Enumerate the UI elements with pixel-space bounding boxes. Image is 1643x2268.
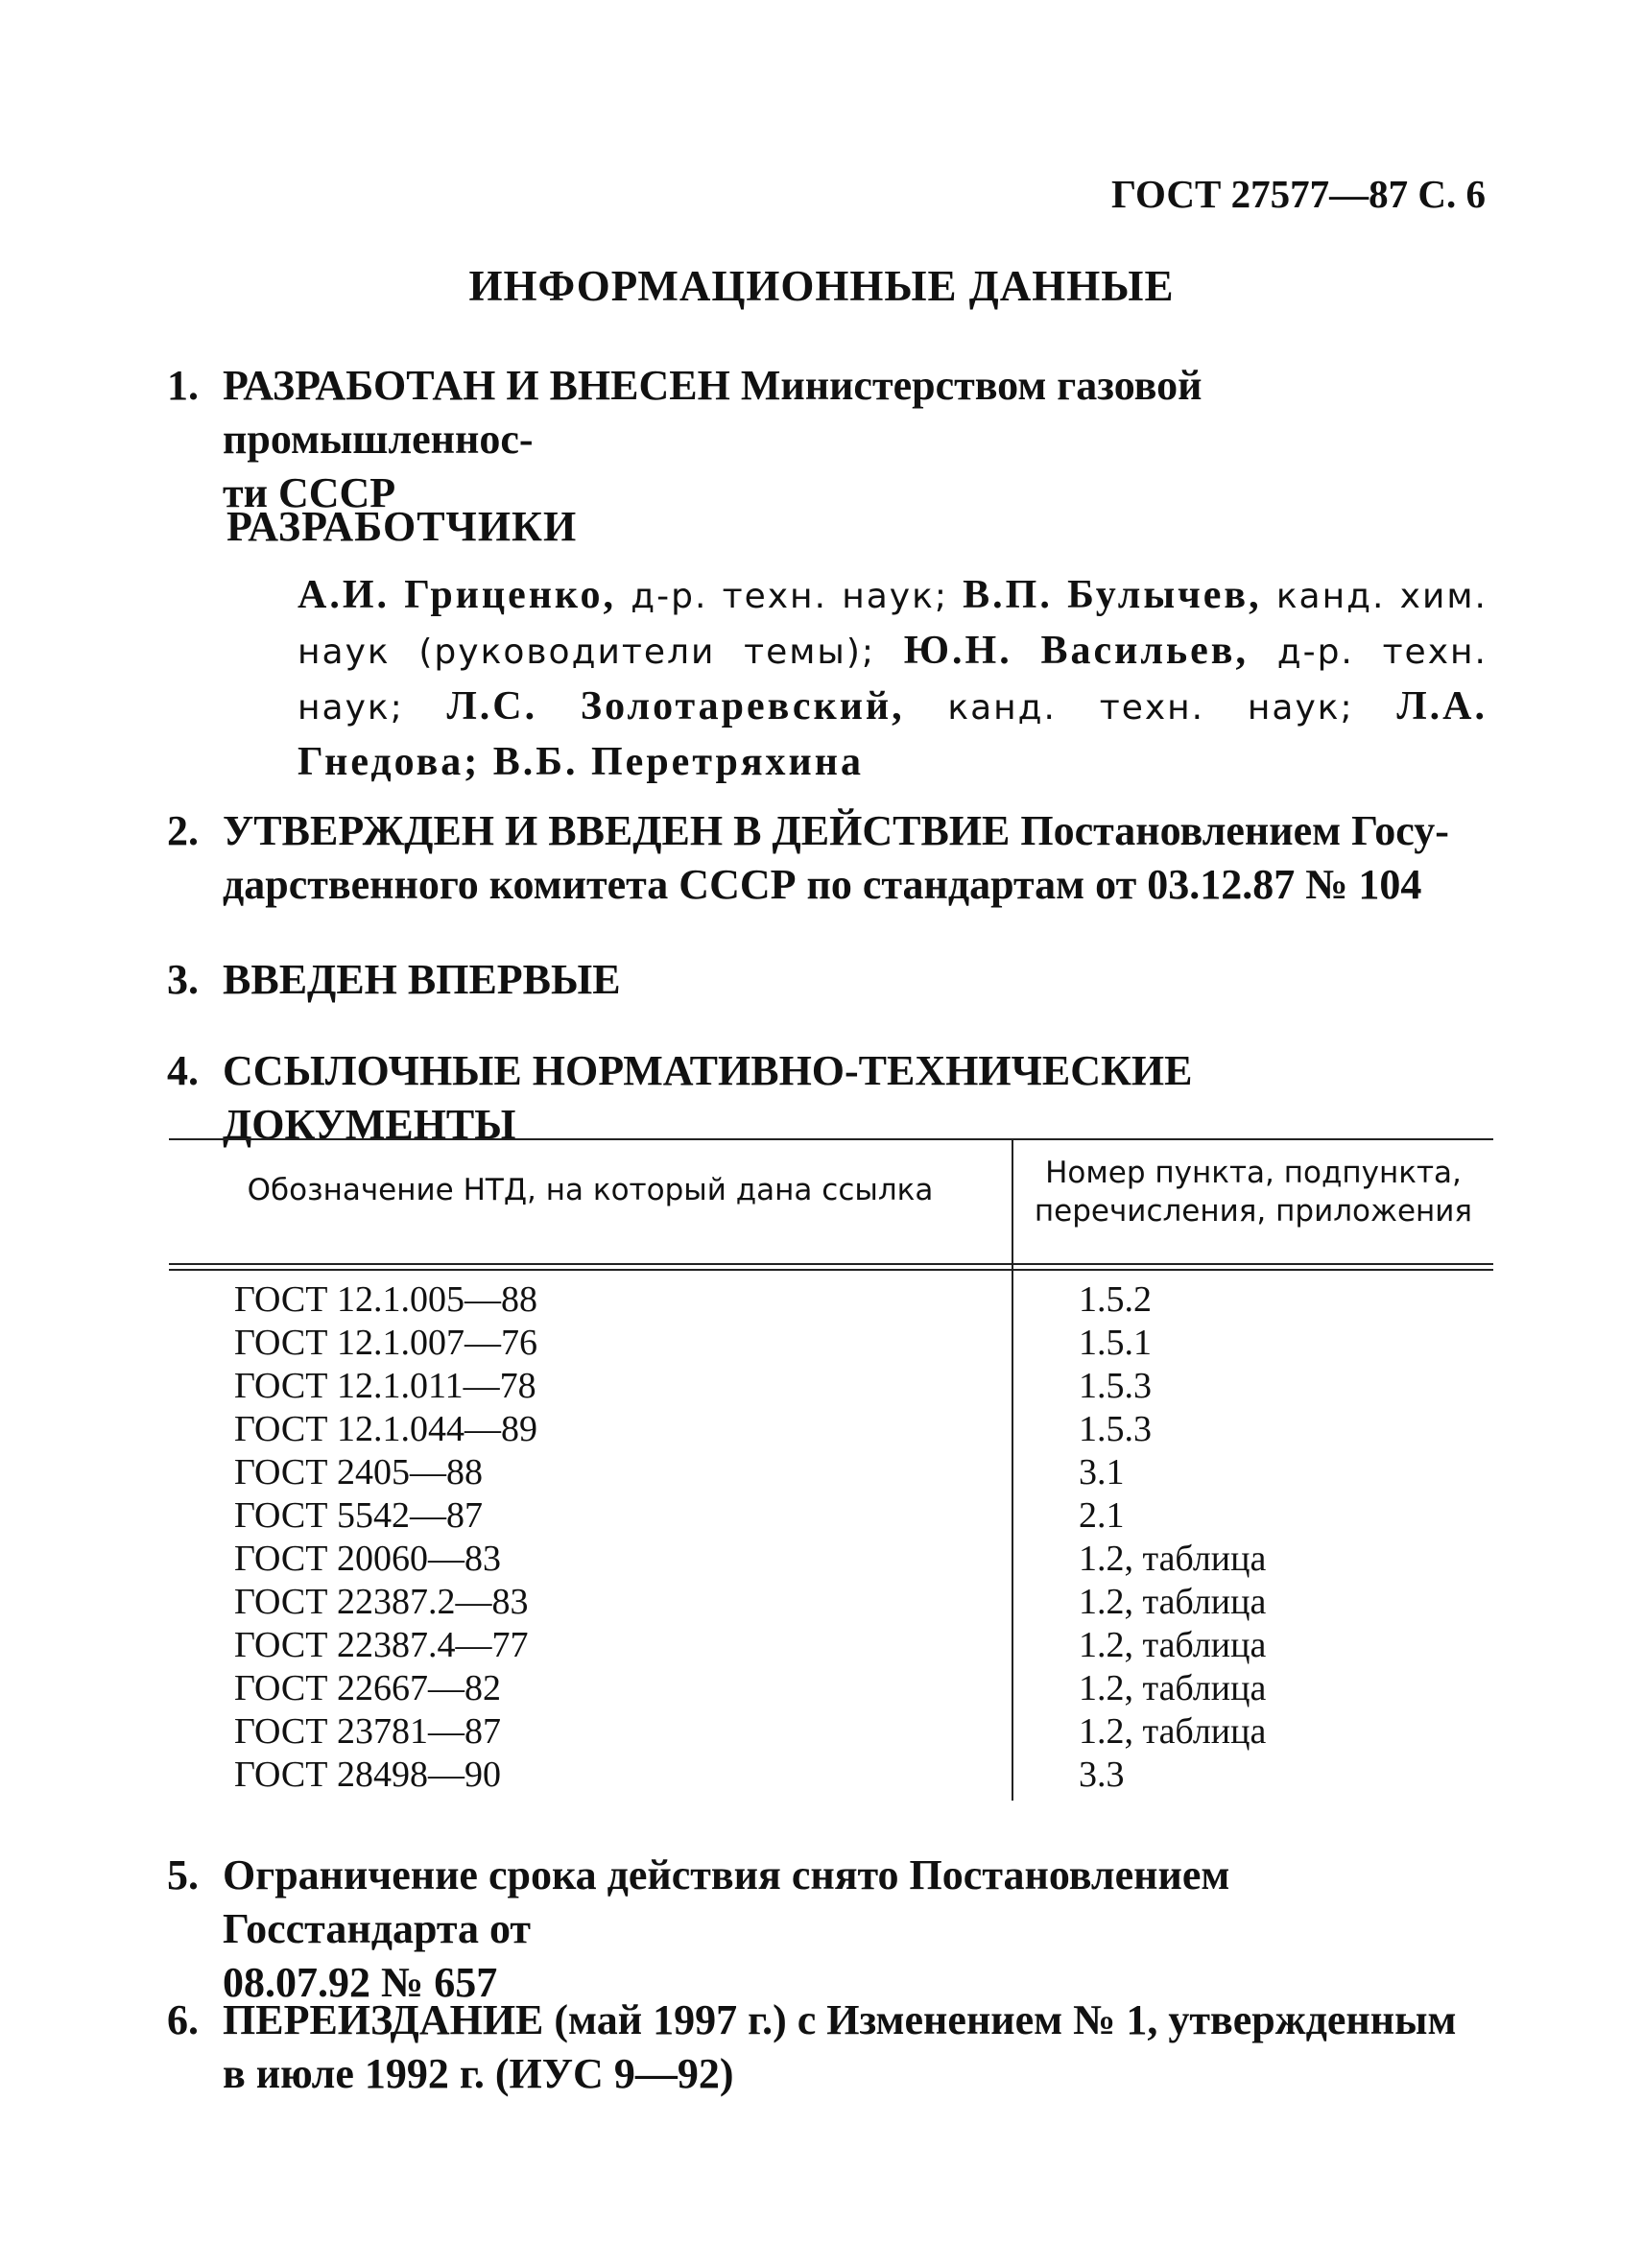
item-2-text: Постановлением Госу-: [1020, 807, 1449, 854]
table-cell-document: ГОСТ 2405—88: [234, 1452, 483, 1492]
table-cell-document: ГОСТ 22387.4—77: [234, 1625, 529, 1665]
table-cell-clause: 1.5.3: [1079, 1366, 1152, 1406]
developer-title: канд. хим. наук (руководители темы);: [298, 577, 1488, 672]
table-header-clause-line1: Номер пункта, подпункта,: [1045, 1156, 1462, 1190]
item-1-text-continued: ти СССР: [223, 469, 396, 516]
table-body: [169, 1278, 1493, 1797]
item-3-text: ВВЕДЕН ВПЕРВЫЕ: [223, 956, 621, 1003]
table-row: [169, 1322, 1493, 1365]
table-cell-clause: 1.5.3: [1079, 1409, 1152, 1449]
table-header-designation: Обозначение НТД, на который дана ссылка: [247, 1173, 934, 1207]
table-header-clause: [1013, 1154, 1493, 1230]
table-cell-document: ГОСТ 12.1.007—76: [234, 1323, 537, 1363]
item-4-text: ССЫЛОЧНЫЕ НОРМАТИВНО-ТЕХНИЧЕСКИЕ ДОКУМЕНТЫ: [223, 1047, 1193, 1148]
table-cell-document: ГОСТ 22667—82: [234, 1668, 501, 1708]
developer-name: В.Б. Перетряхина: [492, 740, 864, 784]
item-1: [167, 359, 1491, 520]
table-cell-clause: 1.2, таблица: [1079, 1711, 1267, 1752]
item-2-text-continued: дарственного комитета СССР по стандартам от 03.12.87 № 104: [223, 861, 1422, 908]
developer-title: канд. техн. наук;: [947, 688, 1354, 728]
item-5-number: 5.: [167, 1851, 199, 1898]
table-cell-document: ГОСТ 28498—90: [234, 1755, 501, 1795]
item-3-number: 3.: [167, 956, 199, 1003]
table-cell-clause: 1.2, таблица: [1079, 1625, 1267, 1665]
table-row: [169, 1624, 1493, 1667]
table-cell-clause: 1.5.1: [1079, 1323, 1152, 1363]
table-cell-clause: 3.1: [1079, 1452, 1125, 1492]
table-cell-clause: 3.3: [1079, 1755, 1125, 1795]
table-row: [169, 1451, 1493, 1494]
table-top-rule: [169, 1138, 1493, 1140]
table-cell-document: ГОСТ 20060—83: [234, 1539, 501, 1579]
table-row: [169, 1408, 1493, 1451]
developer-name: Л.С. Золотаревский,: [446, 684, 905, 728]
table-row: [169, 1754, 1493, 1797]
table-row: [169, 1710, 1493, 1754]
table-cell-document: ГОСТ 12.1.005—88: [234, 1279, 537, 1320]
table-cell-clause: 1.5.2: [1079, 1279, 1152, 1320]
item-2-heading: УТВЕРЖДЕН И ВВЕДЕН В ДЕЙСТВИЕ: [223, 807, 1011, 854]
item-2-number: 2.: [167, 807, 199, 854]
item-5: [167, 1849, 1491, 2010]
item-1-heading: РАЗРАБОТАН И ВНЕСЕН: [223, 362, 730, 409]
page-title: ИНФОРМАЦИОННЫЕ ДАННЫЕ: [468, 262, 1175, 310]
item-6: [167, 1993, 1491, 2101]
table-cell-document: ГОСТ 23781—87: [234, 1711, 501, 1752]
item-6-text: ПЕРЕИЗДАНИЕ (май 1997 г.) с Изменением № 1, утвержденным: [223, 1996, 1457, 2043]
item-6-text-continued: в июле 1992 г. (ИУС 9—92): [223, 2050, 734, 2097]
item-6-number: 6.: [167, 1996, 199, 2043]
developer-name: Л.А. Гнедова;: [298, 684, 1488, 784]
table-cell-clause: 1.2, таблица: [1079, 1582, 1267, 1622]
developers-list: [298, 568, 1488, 791]
table-row: [169, 1667, 1493, 1710]
developers-heading: РАЗРАБОТЧИКИ: [226, 503, 578, 550]
developer-title: д-р. техн. наук;: [631, 577, 948, 616]
developer-name: Ю.Н. Васильев,: [903, 629, 1249, 673]
table-row: [169, 1494, 1493, 1538]
developer-title: д-р. техн. наук;: [298, 633, 1488, 728]
item-4-number: 4.: [167, 1047, 199, 1094]
table-header-rule: [169, 1263, 1493, 1265]
page-header-reference: ГОСТ 27577—87 С. 6: [1110, 172, 1486, 216]
table-row: [169, 1581, 1493, 1624]
table-cell-document: ГОСТ 22387.2—83: [234, 1582, 529, 1622]
reference-documents-table: [169, 1138, 1493, 1801]
item-3: [167, 953, 1491, 1007]
table-header-clause-line2: перечисления, приложения: [1034, 1194, 1473, 1229]
item-5-text: Ограничение срока действия снято Постановлением Госстандарта от: [223, 1851, 1230, 1952]
table-row: [169, 1278, 1493, 1322]
item-1-number: 1.: [167, 362, 199, 409]
table-row: [169, 1538, 1493, 1581]
table-cell-clause: 1.2, таблица: [1079, 1539, 1267, 1579]
item-2: [167, 804, 1491, 912]
table-cell-clause: 2.1: [1079, 1495, 1125, 1536]
item-5-text-continued: 08.07.92 № 657: [223, 1959, 498, 2006]
item-4: [167, 1044, 1491, 1152]
table-cell-document: ГОСТ 12.1.011—78: [234, 1366, 536, 1406]
item-1-text: Министерством газовой промышленнос-: [223, 362, 1202, 463]
table-cell-document: ГОСТ 5542—87: [234, 1495, 483, 1536]
table-cell-document: ГОСТ 12.1.044—89: [234, 1409, 537, 1449]
table-cell-clause: 1.2, таблица: [1079, 1668, 1267, 1708]
developer-name: А.И. Гриценко,: [298, 573, 617, 617]
developer-name: В.П. Булычев,: [963, 573, 1262, 617]
table-header-rule-double: [169, 1269, 1493, 1271]
table-row: [169, 1365, 1493, 1408]
